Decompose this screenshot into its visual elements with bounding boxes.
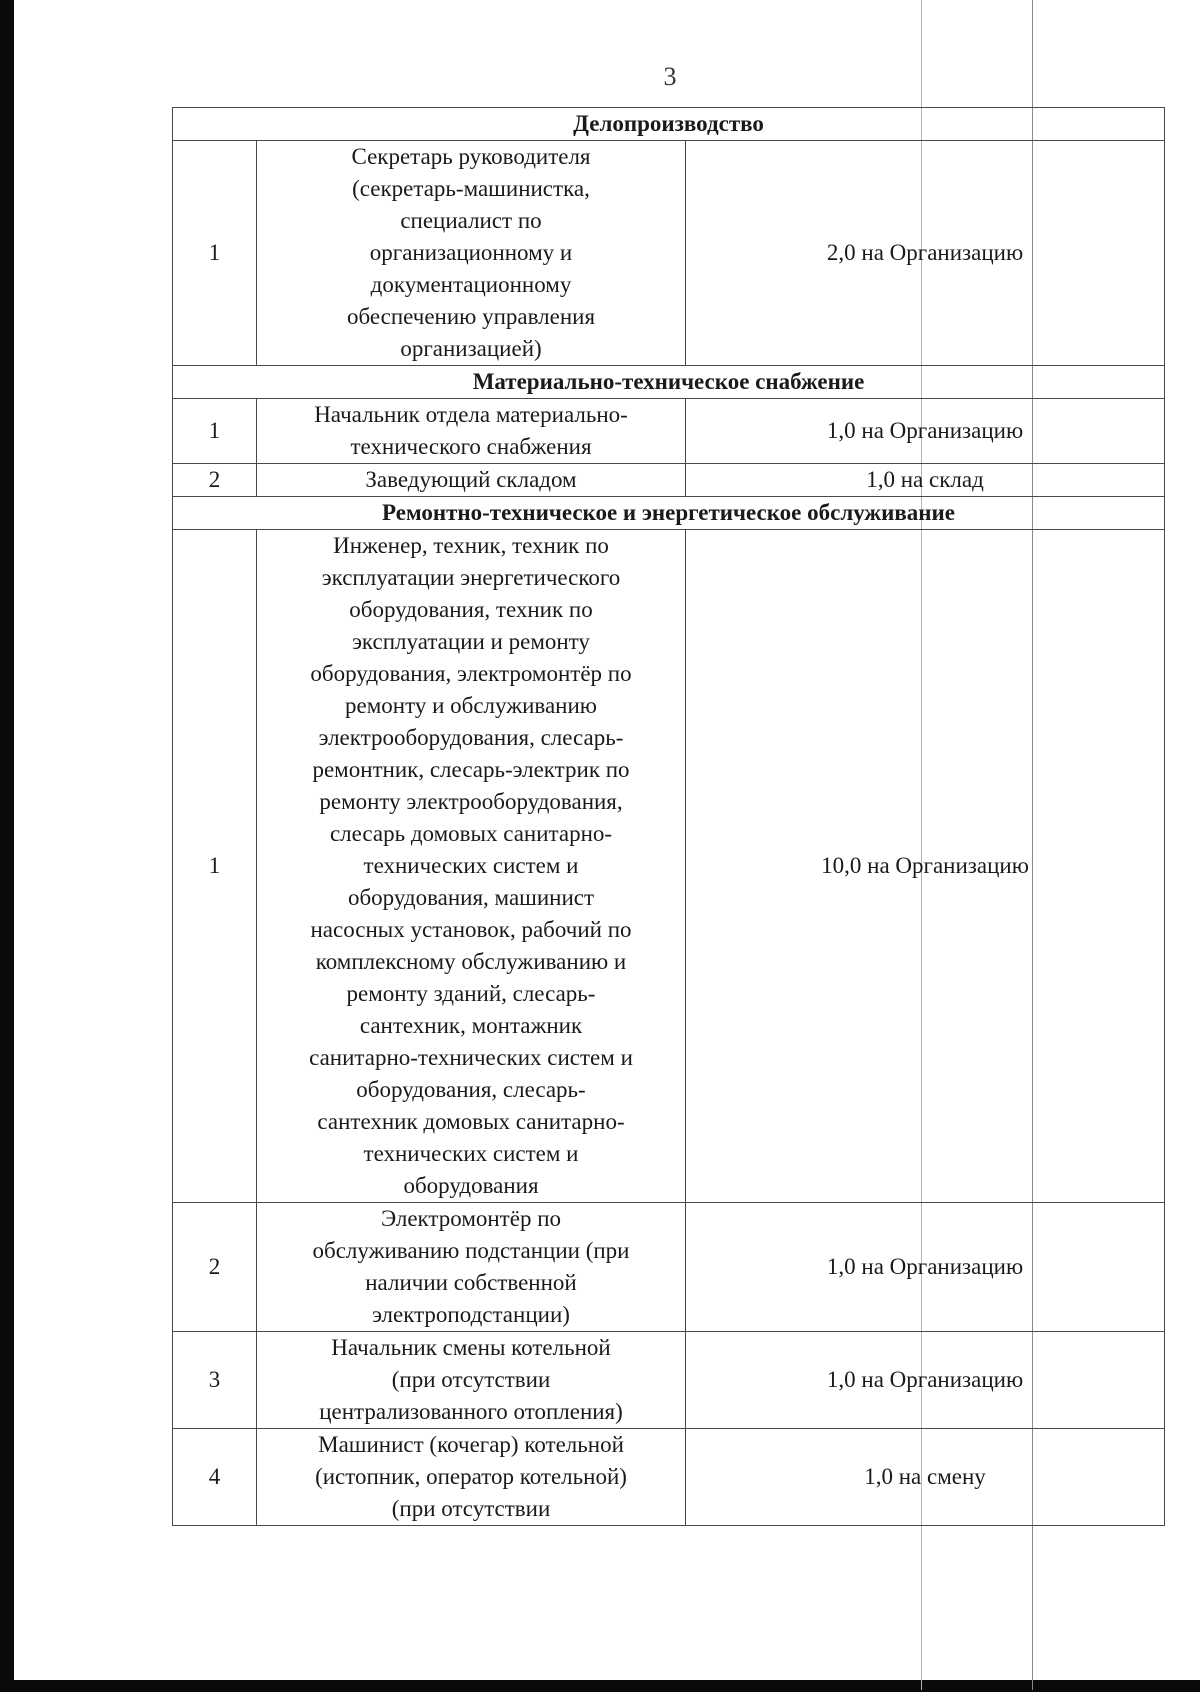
- table-row: [173, 399, 1165, 464]
- row-number: 1: [173, 141, 257, 366]
- position-name: Начальник отдела материально- технического снабжения: [257, 399, 686, 464]
- scan-left-border: [0, 0, 14, 1685]
- section-title: Ремонтно-техническое и энергетическое обслуживание: [173, 497, 1165, 530]
- section-header-row: [173, 108, 1165, 141]
- staff-norm: 2,0 на Организацию: [686, 141, 1165, 366]
- staff-norm: 1,0 на склад: [686, 464, 1165, 497]
- section-header-row: [173, 497, 1165, 530]
- row-number: 2: [173, 1203, 257, 1332]
- table-row: [173, 1332, 1165, 1429]
- table-row: [173, 141, 1165, 366]
- position-name: Машинист (кочегар) котельной (истопник, оператор котельной) (при отсутствии: [257, 1429, 686, 1526]
- staff-norm: 10,0 на Организацию: [686, 530, 1165, 1203]
- page-number: 3: [663, 62, 677, 91]
- staff-norm: 1,0 на Организацию: [686, 399, 1165, 464]
- position-name: Инженер, техник, техник по эксплуатации энергетического оборудования, техник по эксплуатации и ремонту оборудования, электромонтёр по ремонту и обслуживанию электрооборудования, слесарь- ремонтник, слесарь-электрик по ремонту электрооборудования, слесарь домовых санитарно- технических систем и оборудования, машинист насосных установок, рабочий по комплексному обслуживанию и ремонту зданий, слесарь- сантехник, монтажник санитарно-технических систем и оборудования, слесарь- сантехник домовых санитарно- технических систем и оборудования: [257, 530, 686, 1203]
- position-name: Электромонтёр по обслуживанию подстанции (при наличии собственной электроподстанции): [257, 1203, 686, 1332]
- row-number: 1: [173, 399, 257, 464]
- staffing-table: [172, 107, 1165, 1526]
- row-number: 4: [173, 1429, 257, 1526]
- section-header-row: [173, 366, 1165, 399]
- table-row: [173, 530, 1165, 1203]
- position-name: Начальник смены котельной (при отсутствии централизованного отопления): [257, 1332, 686, 1429]
- section-title: Материально-техническое снабжение: [173, 366, 1165, 399]
- position-name: Секретарь руководителя (секретарь-машинистка, специалист по организационному и документационному обеспечению управления организацией): [257, 141, 686, 366]
- staff-norm: 1,0 на Организацию: [686, 1203, 1165, 1332]
- table-row: [173, 1203, 1165, 1332]
- row-number: 3: [173, 1332, 257, 1429]
- section-title: Делопроизводство: [173, 108, 1165, 141]
- scan-bottom-border: [0, 1680, 1200, 1692]
- position-name: Заведующий складом: [257, 464, 686, 497]
- staff-norm: 1,0 на Организацию: [686, 1332, 1165, 1429]
- table-row: [173, 1429, 1165, 1526]
- table-row: [173, 464, 1165, 497]
- row-number: 1: [173, 530, 257, 1203]
- staff-norm: 1,0 на смену: [686, 1429, 1165, 1526]
- row-number: 2: [173, 464, 257, 497]
